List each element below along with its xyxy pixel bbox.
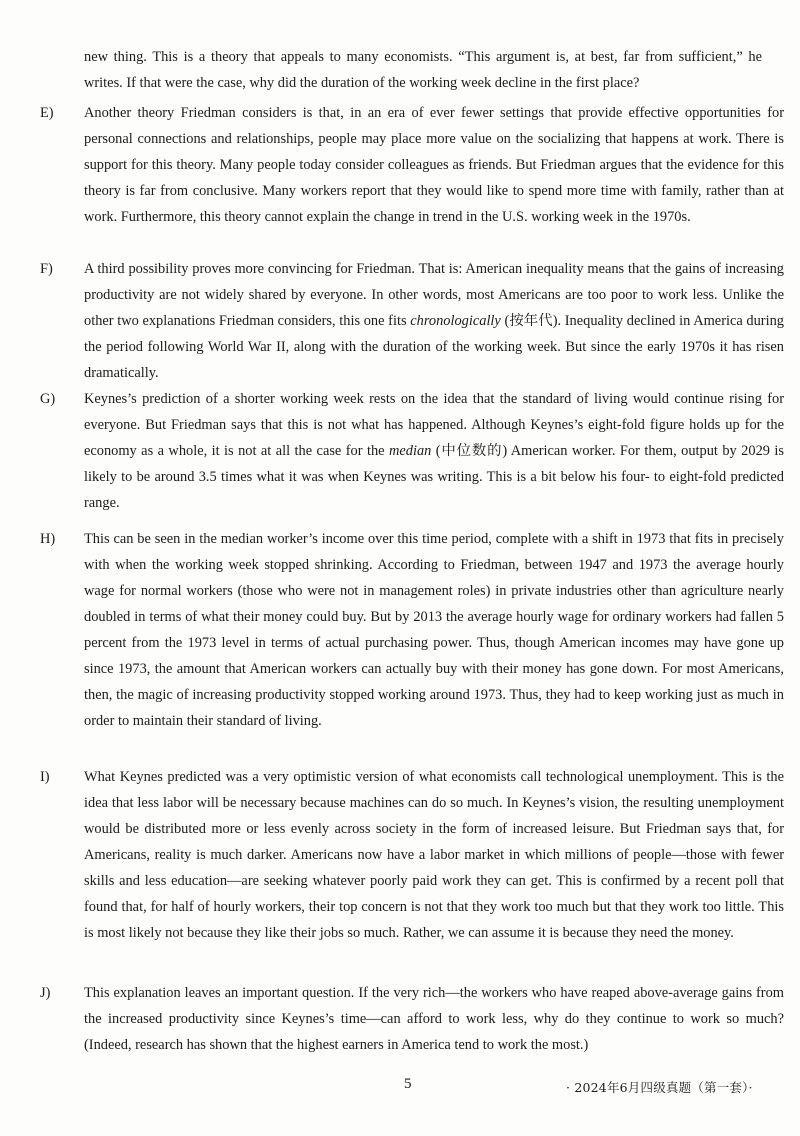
paragraph-text-pre: A third possibility proves more convincing for Friedman. That is: American inequality means that the gains of increasing productivity are not widely shared by everyone. In other words, most Americans are too poor to work less. Unlike the other two explanations Friedman considers, this one fits [84,261,784,329]
paragraph-label: E) [40,105,54,121]
paragraph-text: Another theory Friedman considers is that, in an era of ever fewer settings that provide effective opportunities for personal connections and relationships, people may place more value on the socializing that happens at work. There is support for this theory. Many people today consider colleagues as friends. But Friedman argues that the evidence for this theory is far from conclusive. Many workers report that they would like to spend more time with family, rather than at work. Furthermore, this theory cannot explain the change in trend in the U.S. working week in the 1970s. [84,105,784,225]
paragraph-h [40,526,784,734]
intro-text: new thing. This is a theory that appeals to many economists. “This argument is, at best, far from sufficient,” he writes. If that were the case, why did the duration of the working week decline in the first place? [84,49,762,91]
paragraph-g [40,386,784,516]
paragraph-f [40,256,784,386]
page-number: 5 [404,1076,412,1092]
paragraph-label: J) [40,985,51,1001]
paragraph-text-emphasis: chronologically [410,313,501,329]
paragraph-e [40,100,784,230]
paragraph-label: H) [40,531,56,547]
paragraph-label: F) [40,261,53,277]
paragraph-text-post: (按年代). Inequality declined in America during the period following World War II, along with the duration of the working week. But since the early 1970s it has risen dramatically. [84,313,784,381]
paragraph-text: This can be seen in the median worker’s income over this time period, complete with a shift in 1973 that fits in precisely with when the working week stopped shrinking. According to Friedman, between 1947 and 1973 the average hourly wage for normal workers (those who were not in management roles) in private industries other than agriculture nearly doubled in terms of what their money could buy. But by 2013 the average hourly wage for ordinary workers had fallen 5 percent from the 1973 level in terms of actual purchasing power. Thus, though American incomes may have gone up since 1973, the amount that American workers can actually buy with their money has gone down. For most Americans, then, the magic of increasing productivity stopped working around 1973. Thus, they had to keep working just as much in order to maintain their standard of living. [84,531,784,729]
paragraph-text: This explanation leaves an important question. If the very rich—the workers who have reaped above-average gains from the increased productivity since Keynes’s time—can afford to work less, why do they continue to work so much? (Indeed, research has shown that the highest earners in America tend to work the most.) [84,985,784,1053]
paragraph-text-emphasis: median [388,443,432,459]
paragraph-j [40,980,784,1058]
paragraph-i [40,764,784,946]
paragraph-label: G) [40,391,56,407]
exam-source-label: · 2024年6月四级真题（第一套）· [566,1080,753,1095]
paragraph-text: What Keynes predicted was a very optimistic version of what economists call technological unemployment. This is the idea that less labor will be necessary because machines can do so much. In Keynes’s vision, the resulting unemployment would be distributed more or less evenly across society in the form of increased leisure. But Friedman says that, for Americans, reality is much darker. Americans now have a labor market in which millions of people—those with fewer skills and less education—are seeking whatever poorly paid work they can get. This is confirmed by a recent poll that found that, for half of hourly workers, their top concern is not that they work too much but that they work too little. This is most likely not because they like their jobs so much. Rather, we can assume it is because they need the money. [84,769,784,941]
paragraph-text-pre: Keynes’s prediction of a shorter working week rests on the idea that the standard of living would continue rising for everyone. But Friedman says that this is not what has happened. Although Keynes’s eight-fold figure holds up for the economy as a whole, it is not at all the case for the [84,391,784,459]
paragraph-label: I) [40,769,50,785]
intro-paragraph [84,44,762,96]
paragraph-text-post: (中位数的) American worker. For them, output by 2029 is likely to be around 3.5 times what it was when Keynes was writing. This is a bit below his four- to eight-fold predicted range. [84,443,784,511]
